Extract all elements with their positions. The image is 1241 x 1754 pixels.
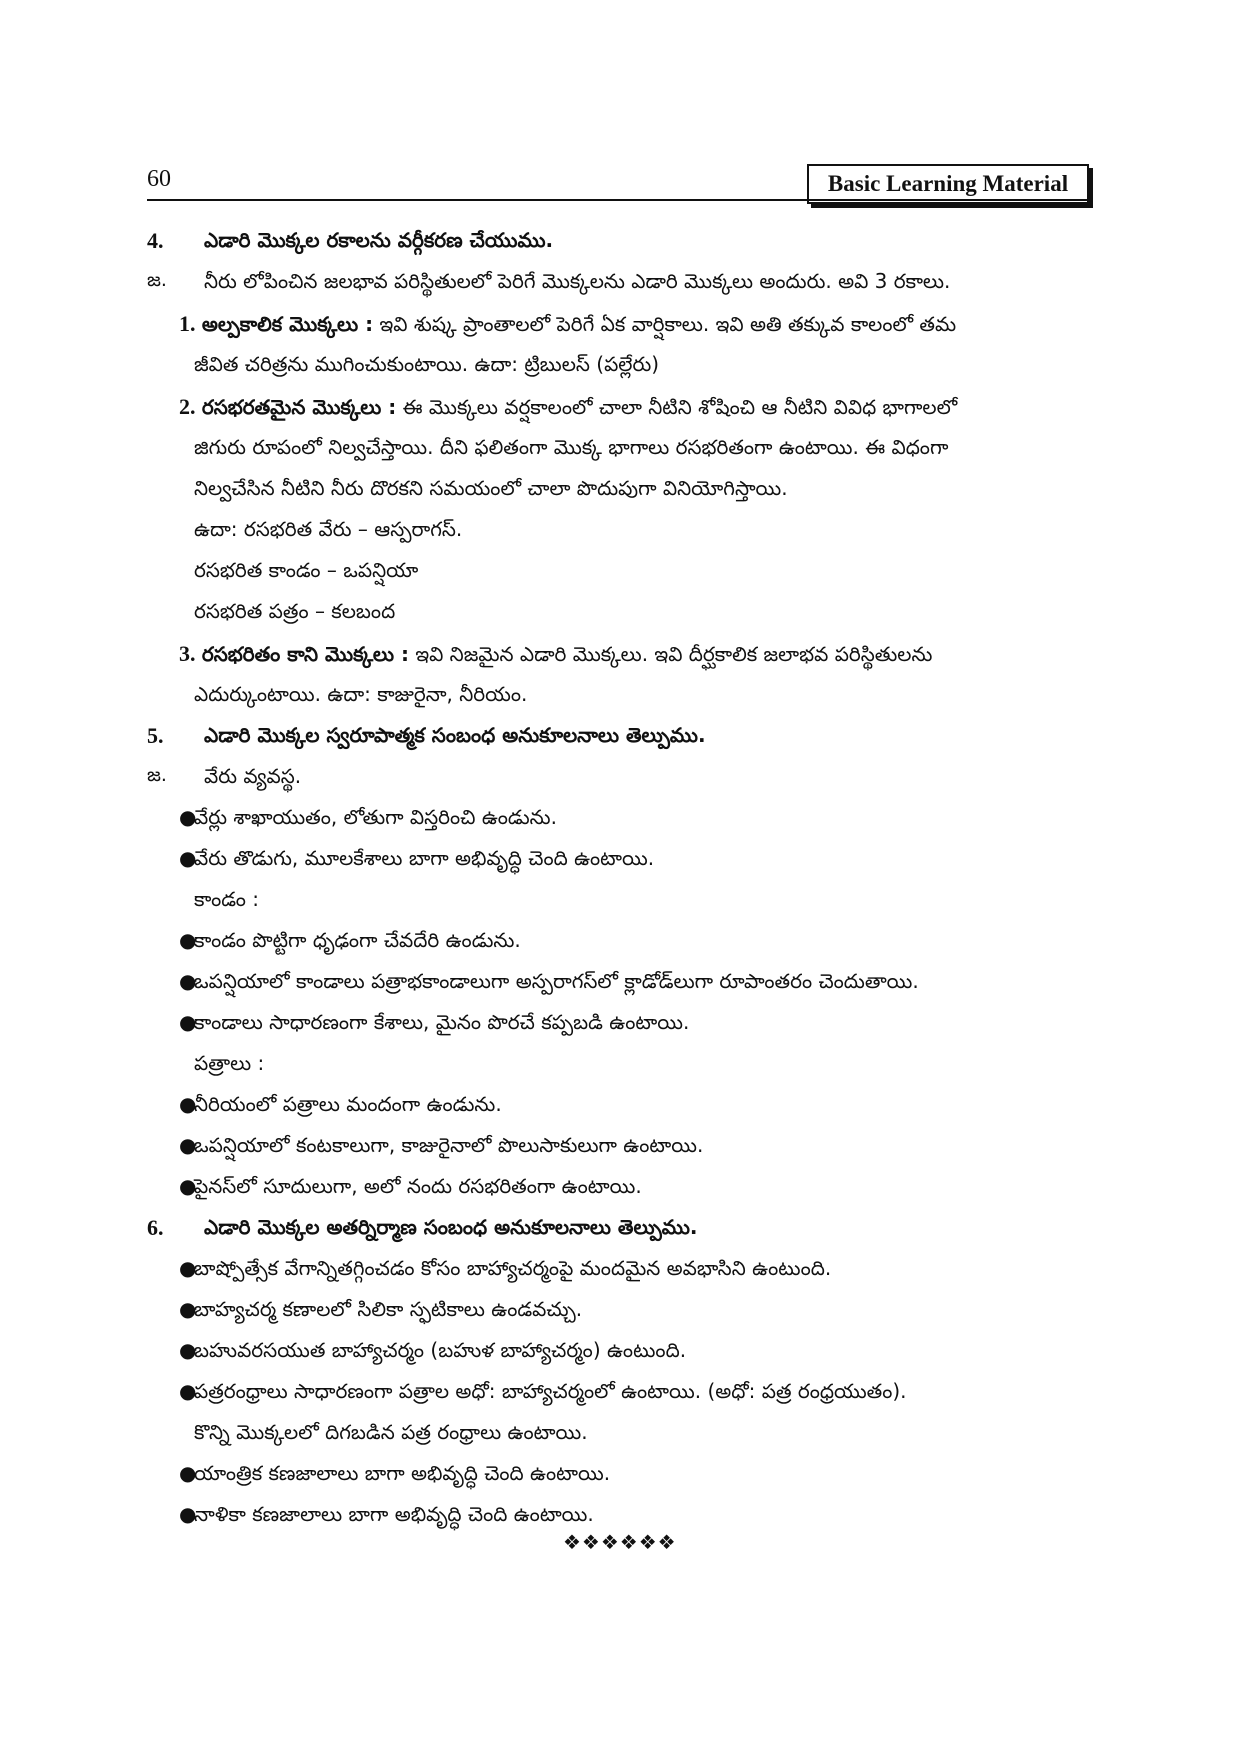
bullet-icon: ● [179,1174,197,1198]
bullet-icon: ● [179,1133,197,1157]
page-number: 60 [147,166,171,192]
section-heading: పత్రాలు : [194,1051,265,1075]
bullet-text: నీరియంలో పత్రాలు మందంగా ఉండును. [194,1092,502,1116]
example-text: రసభరిత కాండం – ఒపన్షియా [194,558,419,582]
item-text: జీవిత చరిత్రను ముగించుకుంటాయి. ఉదా: ట్రిబులస్ (పల్లేరు) [194,352,660,376]
bullet-text: ఒపన్షియాలో కంటకాలుగా, కాజురైనాలో పొలుసాకులుగా ఉంటాయి. [194,1133,704,1157]
example-text: ఉదా: రసభరిత వేరు – ఆస్పరాగస్. [194,517,463,541]
item-number: 3. [179,641,196,666]
bullet-text: వేరు తొడుగు, మూలకేశాలు బాగా అభివృద్ధి చెంది ఉంటాయి. [194,846,655,870]
bullet-text: బాష్పోత్సేక వేగాన్నితగ్గించడం కోసం బాహ్యాచర్మంపై మందమైన అవభాసిని ఉంటుంది. [194,1256,832,1280]
item-text: జిగురు రూపంలో నిల్వచేస్తాయి. దీని ఫలితంగా మొక్క భాగాలు రసభరితంగా ఉంటాయి. ఈ విధంగా [194,435,949,459]
bullet-icon: ● [179,1010,197,1034]
bullet-icon: ● [179,1297,197,1321]
bullet-icon: ● [179,1338,197,1362]
bullet-icon: ● [179,846,197,870]
header-rule [147,199,1087,201]
section-heading: కాండం : [194,887,259,911]
bullet-icon: ● [179,928,197,952]
item-number: 2. [179,394,196,419]
question-number: 6. [147,1215,164,1240]
bullet-icon: ● [179,969,197,993]
item-text: ఇవి నిజమైన ఎడారి మొక్కలు. ఇవి దీర్ఘకాలిక జలాభవ పరిస్థితులను [415,642,933,666]
bullet-icon: ● [179,1502,197,1526]
item-text: ఇవి శుష్క ప్రాంతాలలో పెరిగే ఏక వార్షికాలు. ఇవి అతి తక్కువ కాలంలో తమ [379,312,957,336]
item-title: రసభరితం కాని మొక్కలు : [201,642,409,666]
bullet-text: ఒపన్షియాలో కాండాలు పత్రాభకాండాలుగా అస్పరాగస్‌లో క్లాడోడ్‌లుగా రూపాంతరం చెందుతాయి. [194,969,919,993]
question-number: 4. [147,228,164,253]
bullet-text: పైనస్‌లో సూదులుగా, అలో నందు రసభరితంగా ఉంటాయి. [194,1174,642,1198]
bullet-text: కాండాలు సాధారణంగా కేశాలు, మైనం పొరచే కప్పబడి ఉంటాయి. [194,1010,690,1034]
answer-label: జ. [147,269,167,291]
answer-label: జ. [147,764,167,786]
bullet-text: బాహ్యచర్మ కణాలలో సిలికా స్ఫటికాలు ఉండవచ్చు. [194,1297,583,1321]
item-number: 1. [179,311,196,336]
item-title: రసభరతమైన మొక్కలు : [201,395,397,419]
bullet-text: బహువరసయుత బాహ్యాచర్మం (బహుళ బాహ్యాచర్మం) ఉంటుంది. [194,1338,687,1362]
section-heading: వేరు వ్యవస్థ. [204,764,302,788]
bullet-icon: ● [179,805,197,829]
bullet-text: వేర్లు శాఖాయుతం, లోతుగా విస్తరించి ఉండును. [194,805,557,829]
answer-text: నీరు లోపించిన జలభావ పరిస్థితులలో పెరిగే మొక్కలను ఎడారి మొక్కలు అందురు. అవి 3 రకాలు. [204,269,951,293]
item-text: ఈ మొక్కలు వర్షకాలంలో చాలా నీటిని శోషించి ఆ నీటిని వివిధ భాగాలలో [402,395,958,419]
bullet-text: పత్రరంధ్రాలు సాధారణంగా పత్రాల అధో: బాహ్యాచర్మంలో ఉంటాయి. (అధో: పత్ర రంధ్రయుతం). [194,1379,907,1403]
item-text: ఎదుర్కుంటాయి. ఉదా: కాజురైనా, నీరియం. [194,682,528,706]
example-text: రసభరిత పత్రం – కలబంద [194,599,396,623]
bullet-icon: ● [179,1256,197,1280]
item-text: నిల్వచేసిన నీటిని నీరు దొరకని సమయంలో చాలా పొదుపుగా వినియోగిస్తాయి. [194,476,788,500]
bullet-icon: ● [179,1461,197,1485]
question-text: ఎడారి మొక్కల స్వరూపాత్మక సంబంధ అనుకూలనాలు తెల్పుము. [204,723,706,747]
header-title-box: Basic Learning Material [807,164,1089,204]
bullet-text: యాంత్రిక కణజాలాలు బాగా అభివృద్ధి చెంది ఉంటాయి. [194,1461,611,1485]
bullet-text: నాళికా కణజాలాలు బాగా అభివృద్ధి చెంది ఉంటాయి. [194,1502,594,1526]
bullet-icon: ● [179,1092,197,1116]
end-ornament: ❖❖❖❖❖❖ [563,1530,677,1554]
question-number: 5. [147,723,164,748]
question-text: ఎడారి మొక్కల అతర్నిర్మాణ సంబంధ అనుకూలనాలు తెల్పుము. [204,1215,698,1239]
bullet-icon: ● [179,1379,197,1403]
question-text: ఎడారి మొక్కల రకాలను వర్గీకరణ చేయుము. [204,228,554,252]
bullet-text: కొన్ని మొక్కలలో దిగబడిన పత్ర రంధ్రాలు ఉంటాయి. [194,1420,588,1444]
item-title: అల్పకాలిక మొక్కలు : [201,312,374,336]
bullet-text: కాండం పొట్టిగా ధృఢంగా చేవదేరి ఉండును. [194,928,521,952]
